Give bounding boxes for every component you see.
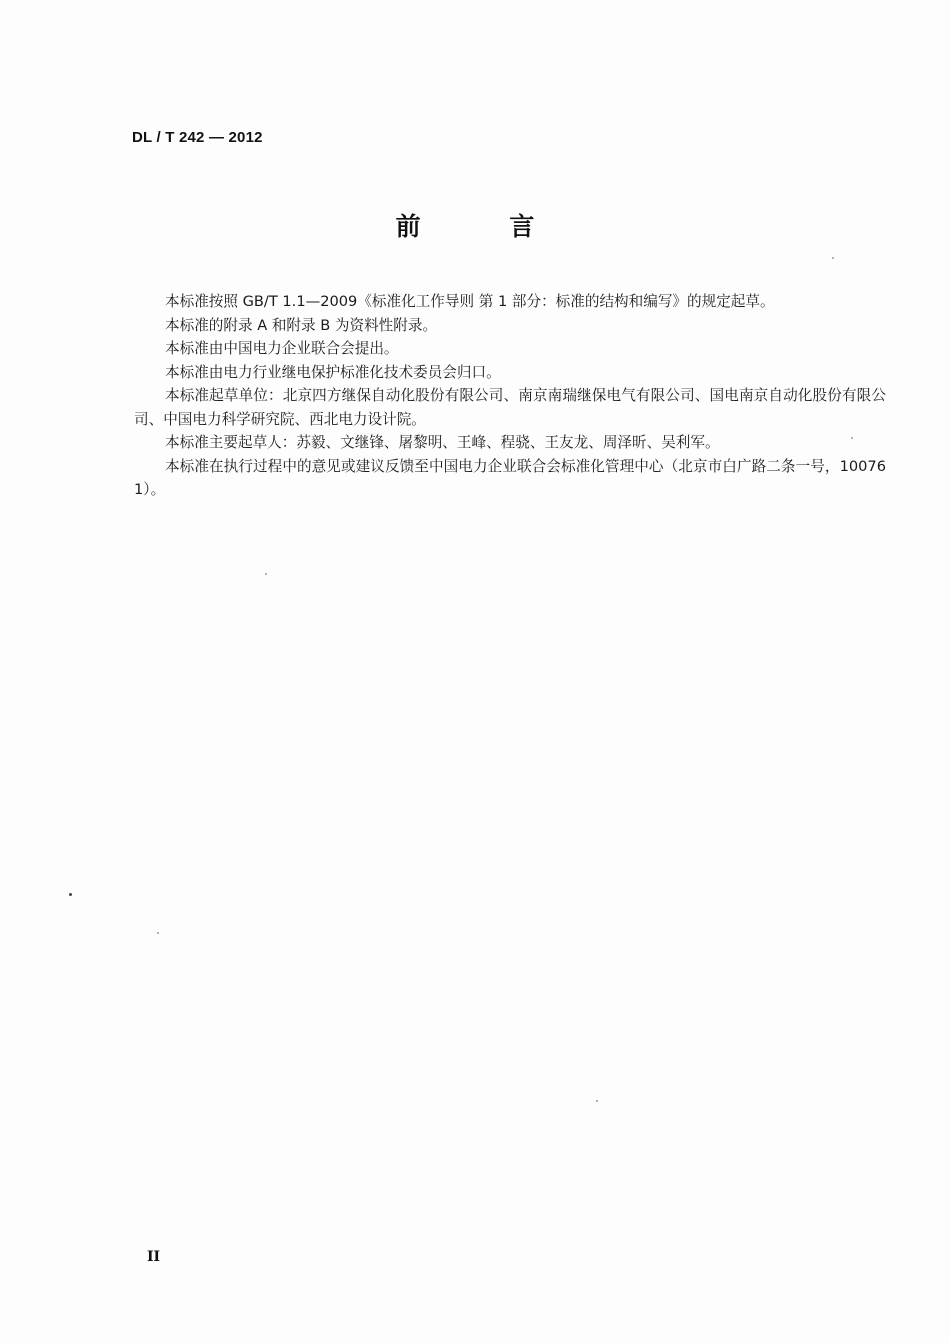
scan-speck <box>157 932 159 934</box>
scan-speck <box>265 573 267 575</box>
paragraph-responsible-committee: 本标准由电力行业继电保护标准化技术委员会归口。 <box>165 363 501 381</box>
paragraph-drafting-rules: 本标准按照 GB/T 1.1—2009《标准化工作导则 第 1 部分：标准的结构和编写》的规定起草。 <box>165 293 775 310</box>
page-number: II <box>147 1249 161 1265</box>
paragraph-proposer: 本标准由中国电力企业联合会提出。 <box>165 340 399 357</box>
paragraph-main-drafters: 本标准主要起草人：苏毅、文继锋、屠黎明、王峰、程骁、王友龙、周泽昕、吴利军。 <box>165 434 720 451</box>
section-title: 前 言 <box>395 212 575 241</box>
document-code: DL / T 242 — 2012 <box>132 129 263 146</box>
scan-speck <box>69 893 72 896</box>
scan-speck <box>832 257 834 259</box>
paragraph-drafting-units: 本标准起草单位：北京四方继保自动化股份有限公司、南京南瑞继保电气有限公司、国电南京自动化股份有限公司、中国电力科学研究院、西北电力设计院。 <box>134 387 886 428</box>
paragraph-appendices: 本标准的附录 A 和附录 B 为资料性附录。 <box>165 316 438 334</box>
scan-speck <box>596 1100 598 1102</box>
paragraph-feedback: 本标准在执行过程中的意见或建议反馈至中国电力企业联合会标准化管理中心（北京市白广路二条一号，100761）。 <box>134 457 886 498</box>
foreword-body <box>134 290 886 502</box>
scan-speck <box>851 437 853 439</box>
